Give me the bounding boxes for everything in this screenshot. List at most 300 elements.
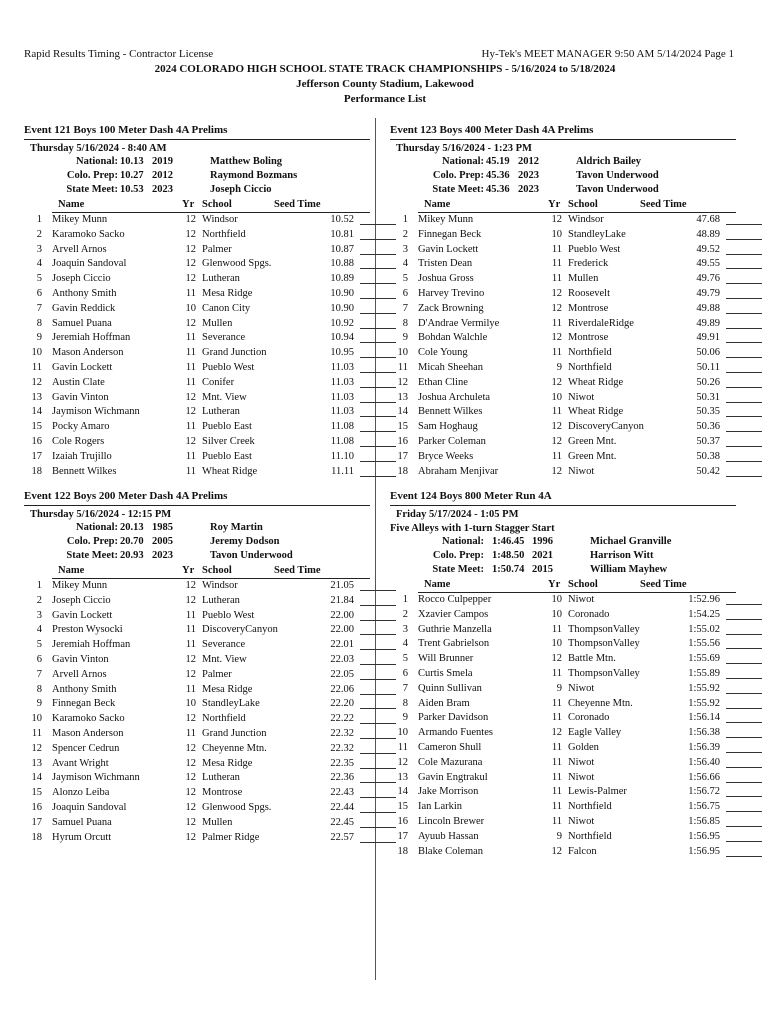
row-seed-time: 22.57 bbox=[330, 831, 354, 843]
row-place: 7 bbox=[402, 302, 408, 314]
table-row bbox=[24, 450, 370, 465]
row-result-blank bbox=[726, 683, 762, 694]
row-place: 2 bbox=[36, 228, 42, 240]
record-holder: Aldrich Bailey bbox=[576, 156, 642, 167]
row-seed-time: 1:56.72 bbox=[688, 786, 720, 798]
table-row bbox=[24, 757, 370, 772]
col-seed-header: Seed Time bbox=[640, 579, 687, 590]
row-name: Gavin Vinton bbox=[52, 391, 109, 403]
row-result-blank bbox=[726, 698, 762, 709]
record-year: 2012 bbox=[152, 170, 173, 181]
row-name: Bennett Wilkes bbox=[418, 406, 483, 418]
record-label: State Meet: bbox=[66, 184, 118, 195]
row-school: Niwot bbox=[568, 682, 595, 694]
table-row bbox=[24, 697, 370, 712]
row-school: Palmer bbox=[202, 668, 232, 680]
row-name: Gavin Vinton bbox=[52, 653, 109, 665]
column-header bbox=[390, 579, 736, 593]
row-place: 12 bbox=[397, 756, 408, 768]
row-place: 6 bbox=[36, 287, 42, 299]
table-row bbox=[390, 213, 736, 228]
row-seed-time: 50.42 bbox=[696, 465, 720, 477]
row-result-blank bbox=[726, 742, 762, 753]
table-row bbox=[24, 361, 370, 376]
row-name: Aiden Bram bbox=[418, 697, 470, 709]
col-yr-header: Yr bbox=[548, 579, 561, 590]
row-school: Niwot bbox=[568, 815, 595, 827]
row-name: Blake Coleman bbox=[418, 845, 484, 857]
row-year: 12 bbox=[185, 801, 196, 813]
records-block bbox=[390, 536, 736, 578]
row-name: Anthony Smith bbox=[52, 287, 117, 299]
row-place: 18 bbox=[397, 465, 408, 477]
row-seed-time: 49.91 bbox=[696, 332, 720, 344]
row-school: ThompsonValley bbox=[568, 667, 640, 679]
row-school: Lutheran bbox=[202, 772, 240, 784]
row-year: 11 bbox=[551, 243, 562, 255]
row-place: 13 bbox=[31, 757, 42, 769]
row-place: 18 bbox=[31, 465, 42, 477]
record-label: State Meet: bbox=[66, 550, 118, 561]
row-year: 11 bbox=[185, 465, 196, 477]
row-school: Roosevelt bbox=[568, 287, 610, 299]
row-seed-time: 50.35 bbox=[696, 406, 720, 418]
row-year: 12 bbox=[185, 228, 196, 240]
row-school: Northfield bbox=[568, 347, 612, 359]
row-name: Joseph Ciccio bbox=[52, 273, 111, 285]
table-row bbox=[24, 317, 370, 332]
row-place: 8 bbox=[36, 683, 42, 695]
row-year: 11 bbox=[551, 801, 562, 813]
row-seed-time: 50.26 bbox=[696, 376, 720, 388]
row-seed-time: 1:56.14 bbox=[688, 712, 720, 724]
row-seed-time: 1:52.96 bbox=[688, 594, 720, 605]
row-place: 10 bbox=[397, 347, 408, 359]
row-seed-time: 22.22 bbox=[330, 713, 354, 725]
row-name: Jeremiah Hoffman bbox=[52, 332, 131, 344]
table-row bbox=[390, 741, 736, 756]
row-result-blank bbox=[726, 727, 762, 738]
row-seed-time: 50.06 bbox=[696, 347, 720, 359]
row-place: 1 bbox=[402, 594, 408, 605]
records-block bbox=[24, 156, 370, 198]
records-block bbox=[24, 522, 370, 564]
row-year: 11 bbox=[185, 376, 196, 388]
row-place: 11 bbox=[397, 741, 408, 753]
row-name: Jaymison Wichmann bbox=[52, 772, 140, 784]
row-school: Pueblo East bbox=[202, 450, 252, 462]
row-year: 12 bbox=[551, 845, 562, 857]
row-place: 1 bbox=[36, 214, 42, 225]
row-school: Glenwood Spgs. bbox=[202, 258, 272, 270]
table-row bbox=[24, 376, 370, 391]
row-year: 12 bbox=[551, 435, 562, 447]
row-name: Karamoko Sacko bbox=[52, 228, 125, 240]
row-result-blank bbox=[726, 624, 762, 635]
col-school-header: School bbox=[202, 565, 232, 576]
row-school: Mnt. View bbox=[202, 391, 247, 403]
record-holder: Joseph Ciccio bbox=[210, 184, 272, 195]
row-place: 1 bbox=[402, 214, 408, 225]
row-place: 12 bbox=[31, 742, 42, 754]
record-year: 2023 bbox=[518, 170, 539, 181]
record-mark: 45.19 bbox=[486, 156, 510, 167]
row-result-blank bbox=[726, 377, 762, 388]
row-result-blank bbox=[726, 421, 762, 432]
record-label: Colo. Prep: bbox=[66, 170, 118, 181]
row-place: 17 bbox=[31, 450, 42, 462]
row-school: Grand Junction bbox=[202, 347, 267, 359]
row-place: 5 bbox=[36, 639, 42, 651]
row-year: 12 bbox=[551, 287, 562, 299]
row-school: RiverdaleRidge bbox=[568, 317, 634, 329]
event-date: Thursday 5/16/2024 - 1:23 PM bbox=[396, 143, 532, 154]
row-name: Abraham Menjivar bbox=[418, 465, 499, 477]
row-place: 2 bbox=[402, 228, 408, 240]
row-seed-time: 50.36 bbox=[696, 421, 720, 433]
table-row bbox=[390, 623, 736, 638]
row-result-blank bbox=[726, 816, 762, 827]
row-school: Golden bbox=[568, 741, 599, 753]
table-row bbox=[24, 742, 370, 757]
row-result-blank bbox=[726, 347, 762, 358]
row-year: 10 bbox=[551, 638, 562, 650]
row-seed-time: 11.10 bbox=[330, 450, 354, 462]
row-year: 11 bbox=[185, 450, 196, 462]
row-place: 15 bbox=[31, 787, 42, 799]
row-school: Northfield bbox=[568, 361, 612, 373]
table-row bbox=[390, 257, 736, 272]
row-seed-time: 11.11 bbox=[331, 465, 354, 477]
row-school: Lutheran bbox=[202, 273, 240, 285]
table-row bbox=[390, 405, 736, 420]
record-label: National: bbox=[442, 156, 484, 167]
row-name: Preston Wysocki bbox=[52, 624, 123, 636]
row-place: 12 bbox=[397, 376, 408, 388]
row-result-blank bbox=[726, 258, 762, 269]
row-place: 8 bbox=[36, 317, 42, 329]
row-place: 7 bbox=[36, 302, 42, 314]
row-school: Lutheran bbox=[202, 594, 240, 606]
record-row bbox=[390, 550, 736, 564]
row-result-blank bbox=[726, 831, 762, 842]
row-place: 6 bbox=[402, 287, 408, 299]
record-mark: 10.53 bbox=[120, 184, 144, 195]
row-seed-time: 1:56.39 bbox=[688, 741, 720, 753]
row-seed-time: 10.90 bbox=[330, 302, 354, 314]
row-seed-time: 1:56.85 bbox=[688, 815, 720, 827]
row-place: 13 bbox=[397, 391, 408, 403]
row-place: 3 bbox=[402, 243, 408, 255]
row-result-blank bbox=[726, 288, 762, 299]
table-row bbox=[390, 346, 736, 361]
table-row bbox=[24, 771, 370, 786]
row-seed-time: 1:54.25 bbox=[688, 608, 720, 620]
row-result-blank bbox=[726, 653, 762, 664]
row-year: 11 bbox=[185, 624, 196, 636]
record-row bbox=[24, 550, 370, 564]
row-seed-time: 1:56.95 bbox=[688, 845, 720, 857]
record-row bbox=[390, 184, 736, 198]
table-row bbox=[390, 711, 736, 726]
table-row bbox=[390, 667, 736, 682]
row-result-blank bbox=[726, 466, 762, 477]
event-title: Event 122 Boys 200 Meter Dash 4A Prelims bbox=[24, 490, 228, 502]
table-row bbox=[390, 287, 736, 302]
column-header bbox=[24, 199, 370, 213]
col-yr-header: Yr bbox=[182, 565, 195, 576]
row-seed-time: 1:55.69 bbox=[688, 653, 720, 665]
row-year: 12 bbox=[185, 317, 196, 329]
row-name: Mason Anderson bbox=[52, 727, 124, 739]
record-year: 2023 bbox=[152, 184, 173, 195]
record-mark: 10.13 bbox=[120, 156, 144, 167]
record-holder: Jeremy Dodson bbox=[210, 536, 280, 547]
row-year: 9 bbox=[556, 361, 562, 373]
row-name: Trent Gabrielson bbox=[418, 638, 490, 650]
row-seed-time: 22.35 bbox=[330, 757, 354, 769]
row-seed-time: 48.89 bbox=[696, 228, 720, 240]
header-meet-manager: Hy-Tek's MEET MANAGER 9:50 AM 5/14/2024 Page 1 bbox=[481, 48, 734, 60]
row-school: Niwot bbox=[568, 771, 595, 783]
row-name: Curtis Smela bbox=[418, 667, 473, 679]
row-seed-time: 1:56.75 bbox=[688, 801, 720, 813]
event-title-rule bbox=[390, 505, 736, 506]
table-row bbox=[24, 801, 370, 816]
row-year: 11 bbox=[551, 697, 562, 709]
row-year: 11 bbox=[185, 332, 196, 344]
row-name: Cole Young bbox=[418, 347, 468, 359]
row-result-blank bbox=[726, 318, 762, 329]
row-result-blank bbox=[726, 303, 762, 314]
row-name: D'Andrae Vermilye bbox=[418, 317, 500, 329]
row-seed-time: 49.55 bbox=[696, 258, 720, 270]
row-school: Cheyenne Mtn. bbox=[202, 742, 267, 754]
row-school: Pueblo East bbox=[202, 421, 252, 433]
row-seed-time: 49.79 bbox=[696, 287, 720, 299]
table-row bbox=[390, 243, 736, 258]
table-row bbox=[24, 668, 370, 683]
row-name: Avant Wright bbox=[52, 757, 109, 769]
row-year: 12 bbox=[185, 391, 196, 403]
row-place: 13 bbox=[397, 771, 408, 783]
row-school: Niwot bbox=[568, 465, 595, 477]
table-row bbox=[24, 272, 370, 287]
row-school: Wheat Ridge bbox=[568, 376, 624, 388]
row-name: Gavin Lockett bbox=[418, 243, 479, 255]
row-name: Anthony Smith bbox=[52, 683, 117, 695]
table-row bbox=[24, 287, 370, 302]
row-year: 11 bbox=[551, 258, 562, 270]
table-row bbox=[390, 272, 736, 287]
row-place: 15 bbox=[397, 421, 408, 433]
row-seed-time: 49.52 bbox=[696, 243, 720, 255]
row-year: 11 bbox=[551, 450, 562, 462]
row-school: Mullen bbox=[568, 273, 599, 285]
record-row bbox=[390, 536, 736, 550]
record-holder: Matthew Boling bbox=[210, 156, 283, 167]
row-result-blank bbox=[726, 757, 762, 768]
event-note: Five Alleys with 1-turn Stagger Start bbox=[390, 523, 555, 534]
row-result-blank bbox=[726, 846, 762, 857]
row-result-blank bbox=[726, 273, 762, 284]
table-row bbox=[390, 302, 736, 317]
table-row bbox=[390, 771, 736, 786]
row-year: 11 bbox=[185, 287, 196, 299]
row-school: Lewis-Palmer bbox=[568, 786, 627, 798]
row-seed-time: 10.81 bbox=[330, 228, 354, 240]
row-year: 12 bbox=[185, 713, 196, 725]
record-row bbox=[24, 536, 370, 550]
row-year: 11 bbox=[185, 347, 196, 359]
row-year: 11 bbox=[185, 683, 196, 695]
row-name: Izaiah Trujillo bbox=[52, 450, 112, 462]
row-place: 11 bbox=[31, 361, 42, 373]
row-place: 4 bbox=[36, 624, 42, 636]
row-name: Quinn Sullivan bbox=[418, 682, 482, 694]
row-place: 6 bbox=[402, 667, 408, 679]
table-row bbox=[390, 637, 736, 652]
table-row bbox=[24, 579, 370, 594]
event-title: Event 121 Boys 100 Meter Dash 4A Prelims bbox=[24, 124, 228, 136]
row-school: DiscoveryCanyon bbox=[202, 624, 278, 636]
col-seed-header: Seed Time bbox=[274, 565, 321, 576]
table-row bbox=[390, 756, 736, 771]
row-school: Northfield bbox=[568, 830, 612, 842]
row-year: 10 bbox=[185, 302, 196, 314]
row-place: 14 bbox=[397, 406, 408, 418]
row-place: 16 bbox=[31, 435, 42, 447]
row-seed-time: 22.03 bbox=[330, 653, 354, 665]
row-seed-time: 50.31 bbox=[696, 391, 720, 403]
table-row bbox=[24, 594, 370, 609]
record-year: 2015 bbox=[532, 564, 553, 575]
record-mark: 10.27 bbox=[120, 170, 144, 181]
row-school: Palmer bbox=[202, 243, 232, 255]
row-name: Hyrum Orcutt bbox=[52, 831, 112, 843]
table-row bbox=[390, 785, 736, 800]
row-name: Cole Mazurana bbox=[418, 756, 483, 768]
row-year: 10 bbox=[551, 608, 562, 620]
row-school: Green Mnt. bbox=[568, 450, 617, 462]
row-year: 11 bbox=[185, 639, 196, 651]
row-result-blank bbox=[726, 451, 762, 462]
row-year: 10 bbox=[551, 594, 562, 605]
row-seed-time: 1:56.66 bbox=[688, 771, 720, 783]
row-place: 14 bbox=[31, 772, 42, 784]
table-row bbox=[24, 405, 370, 420]
row-name: Gavin Lockett bbox=[52, 361, 113, 373]
row-place: 18 bbox=[397, 845, 408, 857]
row-seed-time: 22.36 bbox=[330, 772, 354, 784]
row-place: 4 bbox=[402, 258, 408, 270]
row-place: 4 bbox=[402, 638, 408, 650]
row-name: Finnegan Beck bbox=[418, 228, 482, 240]
row-year: 12 bbox=[185, 406, 196, 418]
row-seed-time: 22.05 bbox=[330, 668, 354, 680]
row-place: 3 bbox=[36, 609, 42, 621]
event-date: Thursday 5/16/2024 - 8:40 AM bbox=[30, 143, 167, 154]
row-year: 12 bbox=[551, 302, 562, 314]
record-year: 1996 bbox=[532, 536, 553, 547]
row-seed-time: 22.43 bbox=[330, 787, 354, 799]
table-row bbox=[24, 331, 370, 346]
row-seed-time: 49.89 bbox=[696, 317, 720, 329]
record-label: National: bbox=[76, 522, 118, 533]
row-seed-time: 10.94 bbox=[330, 332, 354, 344]
row-year: 12 bbox=[551, 332, 562, 344]
record-label: National: bbox=[76, 156, 118, 167]
row-name: Joaquin Sandoval bbox=[52, 801, 127, 813]
row-school: Northfield bbox=[202, 228, 246, 240]
record-year: 2005 bbox=[152, 536, 173, 547]
row-result-blank bbox=[726, 406, 762, 417]
row-place: 9 bbox=[402, 712, 408, 724]
row-result-blank bbox=[726, 436, 762, 447]
record-row bbox=[24, 184, 370, 198]
row-year: 12 bbox=[551, 214, 562, 225]
table-row bbox=[24, 831, 370, 846]
table-row bbox=[24, 243, 370, 258]
row-place: 2 bbox=[402, 608, 408, 620]
row-school: Pueblo West bbox=[202, 361, 255, 373]
row-name: Gavin Reddick bbox=[52, 302, 116, 314]
table-row bbox=[24, 228, 370, 243]
row-year: 12 bbox=[185, 214, 196, 225]
row-school: Glenwood Spgs. bbox=[202, 801, 272, 813]
row-school: Windsor bbox=[202, 580, 238, 591]
event-124-block bbox=[390, 490, 736, 859]
record-year: 1985 bbox=[152, 522, 173, 533]
row-school: Pueblo West bbox=[202, 609, 255, 621]
row-name: Jeremiah Hoffman bbox=[52, 639, 131, 651]
row-name: Rocco Culpepper bbox=[418, 594, 492, 605]
row-year: 11 bbox=[551, 667, 562, 679]
row-seed-time: 49.88 bbox=[696, 302, 720, 314]
table-row bbox=[390, 465, 736, 480]
row-name: Mason Anderson bbox=[52, 347, 124, 359]
row-seed-time: 1:55.92 bbox=[688, 697, 720, 709]
row-year: 11 bbox=[551, 741, 562, 753]
record-mark: 1:48.50 bbox=[492, 550, 525, 561]
row-school: Canon City bbox=[202, 302, 251, 314]
row-seed-time: 22.32 bbox=[330, 742, 354, 754]
column-header bbox=[390, 199, 736, 213]
row-place: 14 bbox=[31, 406, 42, 418]
col-yr-header: Yr bbox=[548, 199, 561, 210]
row-seed-time: 11.08 bbox=[330, 435, 354, 447]
row-place: 17 bbox=[397, 830, 408, 842]
row-seed-time: 11.03 bbox=[330, 406, 354, 418]
col-school-header: School bbox=[202, 199, 232, 210]
row-seed-time: 11.03 bbox=[330, 391, 354, 403]
row-name: Karamoko Sacko bbox=[52, 713, 125, 725]
record-label: State Meet: bbox=[432, 564, 484, 575]
record-holder: Michael Granville bbox=[590, 536, 672, 547]
row-name: Arvell Arnos bbox=[52, 243, 107, 255]
row-year: 12 bbox=[185, 668, 196, 680]
row-result-blank bbox=[726, 609, 762, 620]
table-row bbox=[390, 391, 736, 406]
row-name: Bohdan Walchle bbox=[418, 332, 488, 344]
row-place: 10 bbox=[31, 347, 42, 359]
row-name: Micah Sheehan bbox=[418, 361, 484, 373]
record-mark: 45.36 bbox=[486, 170, 510, 181]
table-row bbox=[390, 682, 736, 697]
row-result-blank bbox=[726, 332, 762, 343]
record-holder: Raymond Bozmans bbox=[210, 170, 298, 181]
row-result-blank bbox=[726, 668, 762, 679]
